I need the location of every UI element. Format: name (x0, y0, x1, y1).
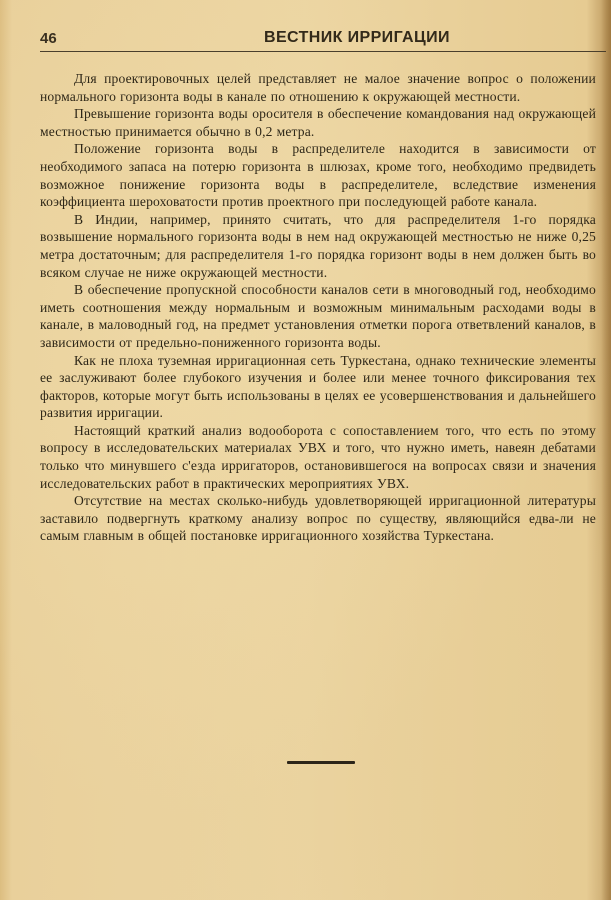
running-head (40, 26, 600, 52)
article-body (40, 70, 596, 545)
paragraph: Для проектировочных целей представляет не малое значение вопрос о положении нормального горизонта воды в канале по отношению к окружающей местности. (40, 71, 596, 104)
paragraph: Как не плоха туземная ирригационная сеть Туркестана, однако технические элементы ее заслуживают более глубокого изучения и более или менее точного фиксирования тех факторов, которые могут быть использованы в целях ее усовершенствования и дальнейшего развития ирригации. (40, 352, 596, 421)
paragraph: В Индии, например, принято считать, что для распределителя 1-го порядка возвышение нормального горизонта воды в нем над окружающей местностью не ниже 0,25 метра достаточным; для распределителя 1-го порядка горизонт воды в нем должен быть во всяком случае не ниже окружающей местности. (40, 211, 596, 280)
paragraph: Отсутствие на местах сколько-нибудь удовлетворяющей ирригационной литературы заставило подвергнуть краткому анализу вопрос по существу, являющийся едва-ли не самым главным в общей постановке ирригационного хозяйства Туркестана. (40, 493, 596, 544)
header-rule (40, 51, 606, 52)
paragraph: Превышение горизонта воды оросителя в обеспечение командования над окружающей местностью принимается обычно в 0,2 метра. (40, 106, 596, 139)
journal-title: ВЕСТНИК ИРРИГАЦИИ (264, 29, 450, 46)
page-number: 46 (40, 30, 57, 47)
page-edge-shadow (601, 0, 611, 900)
paragraph: Настоящий краткий анализ водооборота с сопоставлением того, что есть по этому вопросу в исследовательских материалах УВХ и того, что нужно иметь, навеян дебатами только что минувшего с'езда ирригаторов, остановившегося на вопросах связи и значения исследовательских работ в практических мероприятиях УВХ. (40, 422, 596, 491)
paragraph: Положение горизонта воды в распределителе находится в зависимости от необходимого запаса на потерю горизонта в шлюзах, кроме того, необходимо предвидеть возможное понижение горизонта воды в распределителе, вследствие изменения коэффициента шероховатости против проектного при последующей работе канала. (40, 141, 596, 210)
paragraph: В обеспечение пропускной способности каналов сети в многоводный год, необходимо иметь соотношения между нормальным и возможным минимальным расходами воды в канале, в маловодный год, на предмет установления отметки порога ответвлений каналов, в зависимости от предельно-пониженного горизонта воды. (40, 282, 596, 350)
article-end-rule (287, 761, 355, 764)
